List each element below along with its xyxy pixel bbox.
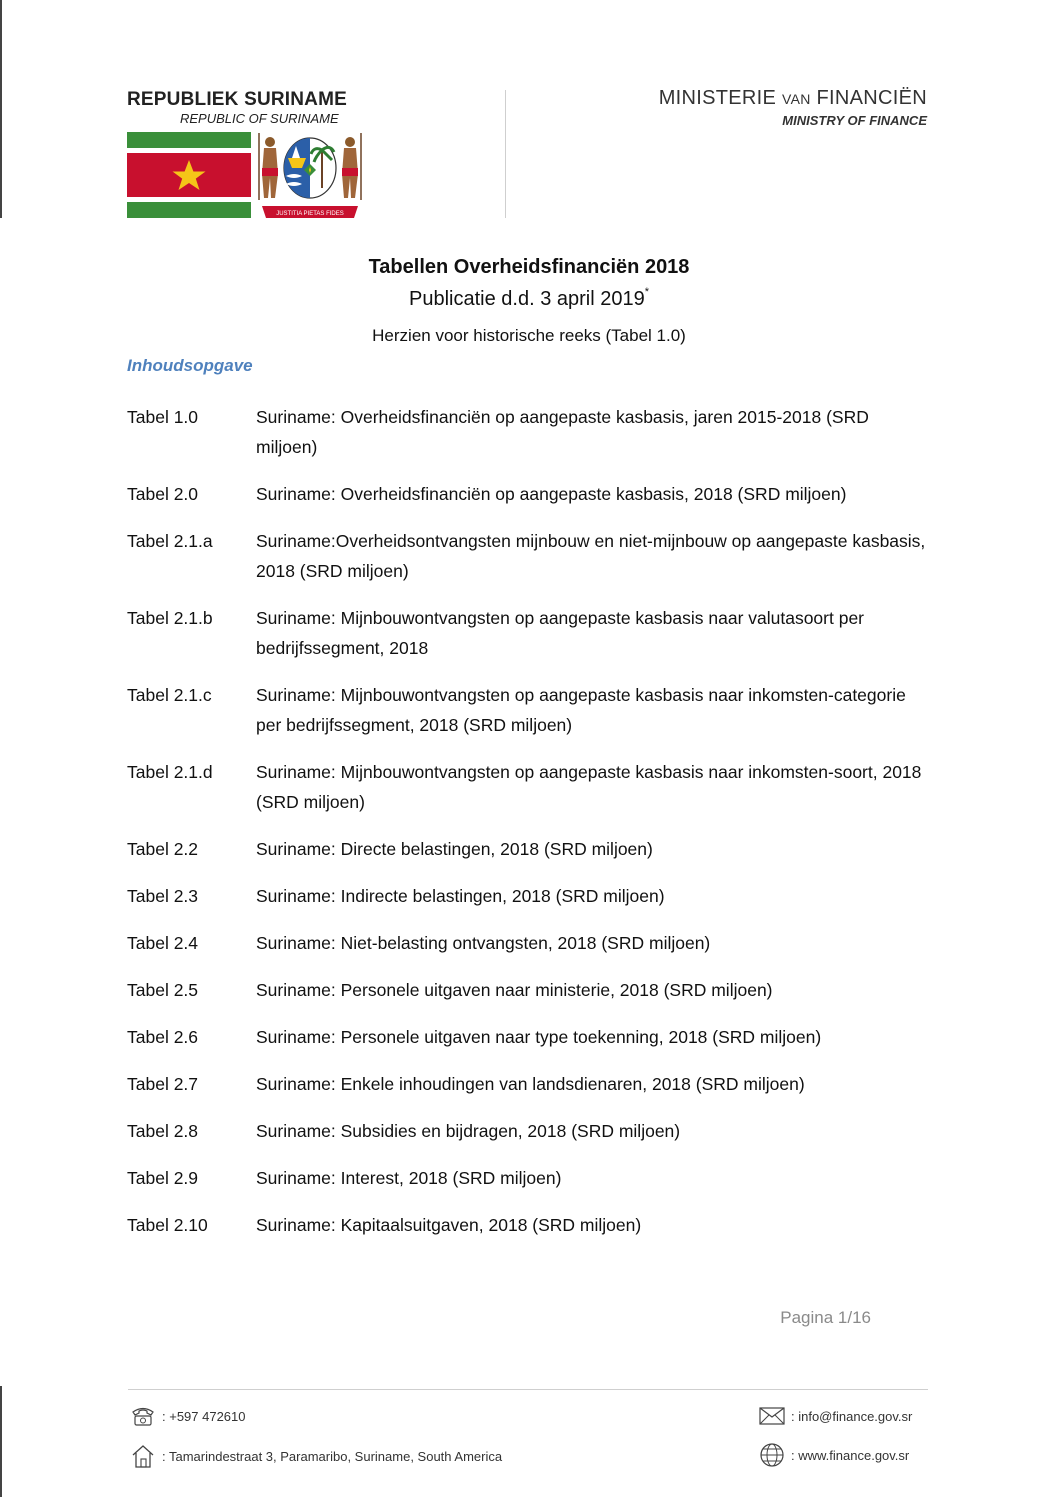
toc-entry-description: Suriname: Kapitaalsuitgaven, 2018 (SRD miljoen) — [256, 1215, 642, 1235]
toc-entry-number: Tabel 2.2 — [127, 839, 199, 859]
ministry-title-part2: VAN — [782, 91, 811, 107]
coat-motto: JUSTITIA PIETAS FIDES — [276, 211, 344, 217]
footer-address — [130, 1443, 502, 1469]
footer-email — [759, 1407, 912, 1425]
toc-entry[interactable] — [127, 1022, 927, 1052]
toc-entry[interactable] — [127, 975, 927, 1005]
footer-email-link[interactable]: : info@finance.gov.sr — [791, 1408, 913, 1424]
left-edge-mark-top — [0, 0, 2, 218]
toc-entry-number: Tabel 2.10 — [127, 1215, 208, 1235]
toc-entry[interactable] — [127, 1163, 927, 1193]
ministry-title-part1: MINISTERIE — [658, 87, 777, 109]
footer-website — [759, 1442, 909, 1468]
table-of-contents — [127, 402, 927, 1257]
envelope-icon — [759, 1407, 785, 1425]
toc-entry-description: Suriname: Subsidies en bijdragen, 2018 (SRD miljoen) — [256, 1121, 681, 1141]
toc-entry-description: Suriname: Personele uitgaven naar type toekenning, 2018 (SRD miljoen) — [256, 1027, 822, 1047]
toc-entry-number: Tabel 2.1.d — [127, 762, 213, 782]
republic-subtitle: REPUBLIC OF SURINAME — [180, 111, 339, 126]
toc-entry-description: Suriname: Mijnbouwontvangsten op aangepaste kasbasis naar valutasoort per bedrijfssegment, 2018 — [256, 608, 865, 658]
toc-entry[interactable] — [127, 1210, 927, 1240]
toc-entry-description: Suriname: Enkele inhoudingen van landsdienaren, 2018 (SRD miljoen) — [256, 1074, 805, 1094]
toc-entry-description: Suriname: Indirecte belastingen, 2018 (SRD miljoen) — [256, 886, 665, 906]
header-divider — [505, 90, 506, 218]
toc-entry-description: Suriname:Overheidsontvangsten mijnbouw en niet-mijnbouw op aangepaste kasbasis, 2018 (SRD miljoen) — [256, 531, 926, 581]
toc-entry[interactable] — [127, 928, 927, 958]
footer-phone-text: : +597 472610 — [162, 1408, 246, 1424]
publication-date-text: Publicatie d.d. 3 april 2019 — [409, 288, 645, 310]
toc-entry-number: Tabel 2.6 — [127, 1027, 199, 1047]
toc-entry-description: Suriname: Mijnbouwontvangsten op aangepaste kasbasis naar inkomsten-soort, 2018 (SRD miljoen) — [256, 762, 922, 812]
toc-heading: Inhoudsopgave — [127, 356, 253, 375]
toc-entry-description: Suriname: Mijnbouwontvangsten op aangepaste kasbasis naar inkomsten-categorie per bedrijfssegment, 2018 (SRD miljoen) — [256, 685, 906, 735]
house-icon — [130, 1443, 156, 1469]
toc-entry[interactable] — [127, 834, 927, 864]
revision-note: Herzien voor historische reeks (Tabel 1.0) — [372, 326, 686, 345]
toc-entry[interactable] — [127, 479, 927, 509]
toc-entry-number: Tabel 2.7 — [127, 1074, 199, 1094]
ministry-title — [659, 87, 927, 110]
toc-entry[interactable] — [127, 757, 927, 817]
toc-entry-description: Suriname: Personele uitgaven naar ministerie, 2018 (SRD miljoen) — [256, 980, 773, 1000]
toc-entry[interactable] — [127, 1116, 927, 1146]
toc-entry-number: Tabel 2.0 — [127, 484, 199, 504]
footer-divider — [128, 1389, 928, 1390]
left-edge-mark-bottom — [0, 1386, 2, 1497]
toc-entry-description: Suriname: Overheidsfinanciën op aangepaste kasbasis, 2018 (SRD miljoen) — [256, 484, 847, 504]
republic-title: REPUBLIEK SURINAME — [127, 89, 348, 110]
ministry-title-part3: FINANCIËN — [816, 87, 927, 109]
toc-entry[interactable] — [127, 881, 927, 911]
toc-entry-number: Tabel 2.5 — [127, 980, 199, 1000]
toc-entry[interactable] — [127, 680, 927, 740]
footer-phone — [130, 1406, 246, 1426]
toc-entry-number: Tabel 2.3 — [127, 886, 199, 906]
footer-address-text: : Tamarindestraat 3, Paramaribo, Suriname, South America — [162, 1448, 503, 1464]
toc-entry[interactable] — [127, 1069, 927, 1099]
coat-of-arms — [256, 128, 364, 220]
publication-footnote-mark: * — [644, 286, 649, 299]
toc-entry-number: Tabel 2.8 — [127, 1121, 199, 1141]
toc-entry-number: Tabel 2.1.b — [127, 608, 213, 628]
toc-entry-description: Suriname: Interest, 2018 (SRD miljoen) — [256, 1168, 562, 1188]
footer-website-link[interactable]: : www.finance.gov.sr — [791, 1447, 910, 1463]
document-title: Tabellen Overheidsfinanciën 2018 — [368, 256, 690, 278]
toc-entry-number: Tabel 2.4 — [127, 933, 199, 953]
toc-entry-number: Tabel 1.0 — [127, 407, 199, 427]
toc-entry-number: Tabel 2.1.a — [127, 531, 213, 551]
toc-entry-number: Tabel 2.9 — [127, 1168, 199, 1188]
telephone-icon — [130, 1406, 156, 1426]
toc-entry[interactable] — [127, 402, 927, 462]
toc-entry-number: Tabel 2.1.c — [127, 685, 212, 705]
toc-entry[interactable] — [127, 603, 927, 663]
publication-date — [0, 288, 1058, 311]
suriname-flag — [127, 132, 251, 218]
globe-icon — [759, 1442, 785, 1468]
toc-entry-description: Suriname: Niet-belasting ontvangsten, 2018 (SRD miljoen) — [256, 933, 711, 953]
toc-entry-description: Suriname: Overheidsfinanciën op aangepaste kasbasis, jaren 2015-2018 (SRD miljoen) — [256, 407, 869, 457]
toc-entry-description: Suriname: Directe belastingen, 2018 (SRD miljoen) — [256, 839, 653, 859]
page-number: Pagina 1/16 — [780, 1308, 871, 1327]
toc-entry[interactable] — [127, 526, 927, 586]
ministry-subtitle: MINISTRY OF FINANCE — [782, 113, 927, 128]
